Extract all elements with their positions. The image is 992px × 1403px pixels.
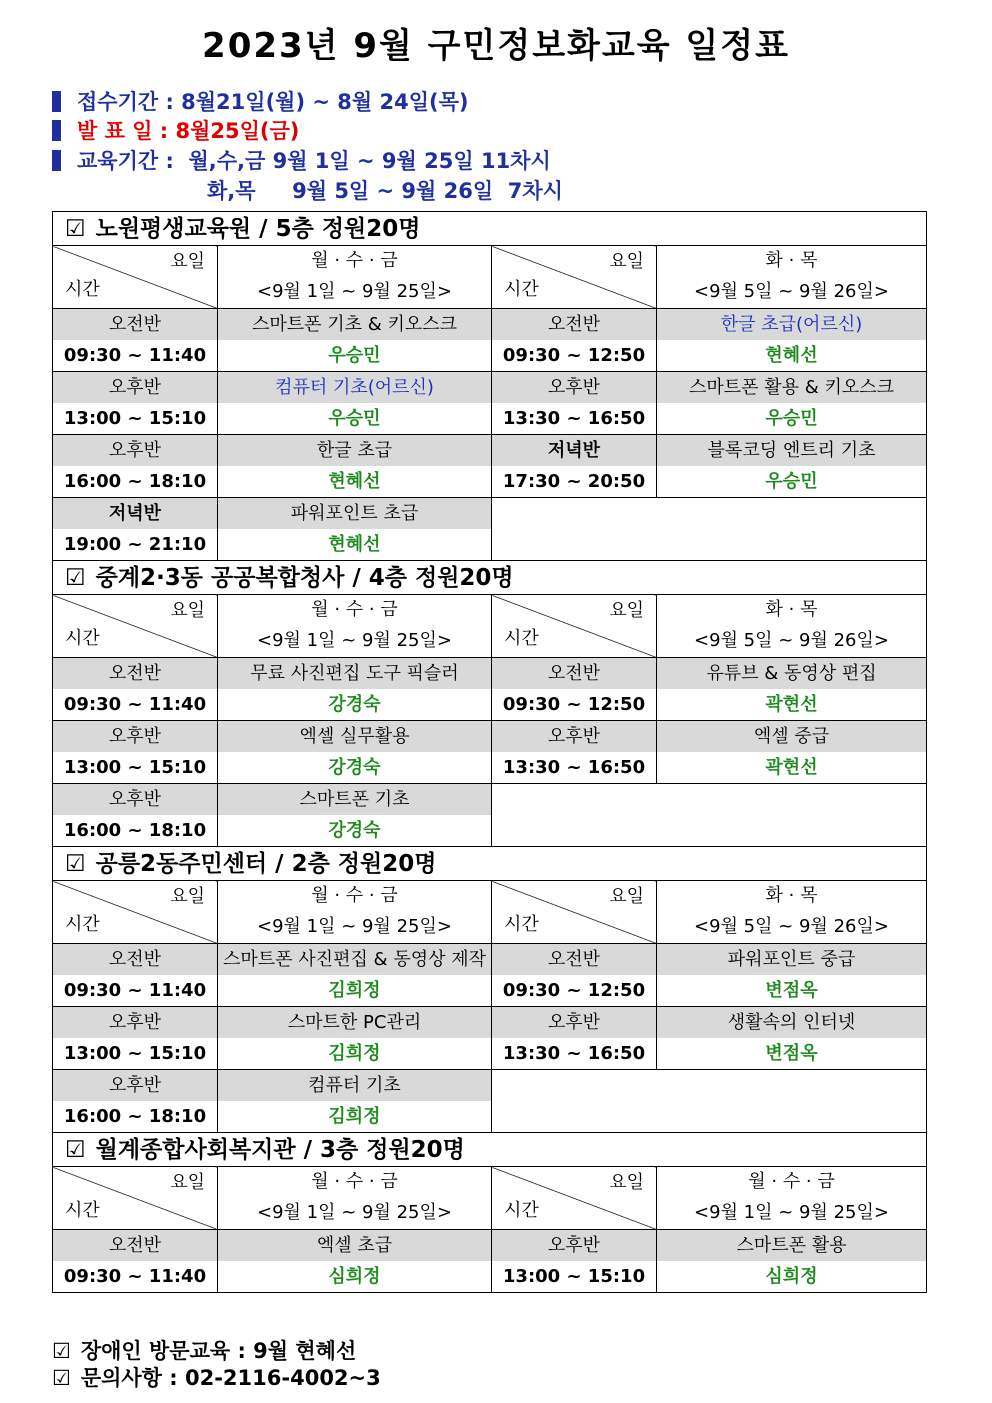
session-label: 오후반 bbox=[53, 721, 218, 753]
time-range: 09:30 ~ 11:40 bbox=[53, 689, 218, 721]
bullet-bar bbox=[52, 150, 61, 171]
session-label: 저녁반 bbox=[53, 498, 218, 530]
instructor-name: 변점옥 bbox=[657, 975, 927, 1007]
time-label: 시간 bbox=[65, 1200, 100, 1221]
course-name: 엑셀 중급 bbox=[657, 721, 927, 753]
course-name: 무료 사진편집 도구 픽슬러 bbox=[218, 658, 492, 690]
instructor-name: 김희정 bbox=[218, 1038, 492, 1070]
time-range: 13:00 ~ 15:10 bbox=[53, 752, 218, 784]
day-header: 월 · 수 · 금 bbox=[218, 1167, 492, 1197]
time-range: 16:00 ~ 18:10 bbox=[53, 1101, 218, 1133]
schedule-table bbox=[52, 211, 927, 1293]
instructor-name: 심희정 bbox=[657, 1261, 927, 1293]
day-header: 월 · 수 · 금 bbox=[218, 246, 492, 276]
bullet-bar bbox=[52, 120, 61, 141]
section-title: 월계종합사회복지관 / 3층 정원20명 bbox=[95, 1136, 465, 1163]
section-title: 노원평생교육원 / 5층 정원20명 bbox=[95, 215, 421, 242]
course-name: 스마트폰 활용 & 키오스크 bbox=[657, 372, 927, 404]
day-header: 화 · 목 bbox=[657, 881, 927, 911]
session-label: 오후반 bbox=[492, 372, 657, 404]
announce-date: 발 표 일 : 8월25일(금) bbox=[52, 115, 299, 145]
date-range-header: <9월 1일 ~ 9월 25일> bbox=[218, 625, 492, 658]
instructor-name: 곽현선 bbox=[657, 689, 927, 721]
bullet-bar bbox=[52, 91, 61, 112]
section-header bbox=[53, 212, 927, 246]
day-time-corner-cell bbox=[53, 881, 218, 944]
time-label: 시간 bbox=[504, 279, 539, 300]
section-title: 중계2·3동 공공복합청사 / 4층 정원20명 bbox=[95, 564, 514, 591]
course-name: 블록코딩 엔트리 기초 bbox=[657, 435, 927, 467]
checkbox-icon: ☑ bbox=[65, 564, 86, 591]
time-range: 13:00 ~ 15:10 bbox=[53, 1038, 218, 1070]
section-title: 공릉2동주민센터 / 2층 정원20명 bbox=[95, 850, 437, 877]
date-range-header: <9월 5일 ~ 9월 26일> bbox=[657, 276, 927, 309]
date-range-header: <9월 1일 ~ 9월 25일> bbox=[218, 1197, 492, 1230]
instructor-name: 김희정 bbox=[218, 975, 492, 1007]
course-name: 유튜브 & 동영상 편집 bbox=[657, 658, 927, 690]
time-range: 13:30 ~ 16:50 bbox=[492, 1038, 657, 1070]
session-label: 오후반 bbox=[492, 1007, 657, 1039]
session-label: 오전반 bbox=[492, 658, 657, 690]
time-range: 09:30 ~ 11:40 bbox=[53, 1261, 218, 1293]
session-label: 저녁반 bbox=[492, 435, 657, 467]
instructor-name: 변점옥 bbox=[657, 1038, 927, 1070]
day-header: 월 · 수 · 금 bbox=[218, 595, 492, 625]
day-time-corner-cell bbox=[53, 1167, 218, 1230]
session-label: 오전반 bbox=[53, 309, 218, 341]
time-range: 13:00 ~ 15:10 bbox=[53, 403, 218, 435]
session-label: 오후반 bbox=[53, 372, 218, 404]
time-range: 09:30 ~ 12:50 bbox=[492, 340, 657, 372]
reception-period: 접수기간 : 8월21일(월) ~ 8월 24일(목) bbox=[52, 86, 468, 116]
education-period: 교육기간 : 월,수,금 9월 1일 ~ 9월 25일 11차시 bbox=[52, 145, 551, 175]
course-name: 스마트폰 활용 bbox=[657, 1230, 927, 1262]
course-name: 컴퓨터 기초(어르신) bbox=[218, 372, 492, 404]
session-label: 오전반 bbox=[53, 658, 218, 690]
course-name: 파워포인트 중급 bbox=[657, 944, 927, 976]
day-time-corner-cell bbox=[53, 246, 218, 309]
section-header bbox=[53, 1133, 927, 1167]
day-label: 요일 bbox=[170, 251, 205, 272]
empty-cell bbox=[492, 784, 927, 847]
day-header: 화 · 목 bbox=[657, 246, 927, 276]
course-name: 엑셀 실무활용 bbox=[218, 721, 492, 753]
footer-visit-education: ☑ 장애인 방문교육 : 9월 현혜선 bbox=[52, 1339, 357, 1363]
day-label: 요일 bbox=[170, 1172, 205, 1193]
time-label: 시간 bbox=[504, 914, 539, 935]
time-range: 16:00 ~ 18:10 bbox=[53, 815, 218, 847]
time-label: 시간 bbox=[65, 628, 100, 649]
time-range: 09:30 ~ 11:40 bbox=[53, 340, 218, 372]
checkbox-icon: ☑ bbox=[52, 1339, 71, 1363]
checkbox-icon: ☑ bbox=[65, 850, 86, 877]
session-label: 오후반 bbox=[53, 1070, 218, 1102]
date-range-header: <9월 1일 ~ 9월 25일> bbox=[657, 1197, 927, 1230]
page-title: 2023년 9월 구민정보화교육 일정표 bbox=[202, 26, 790, 66]
time-label: 시간 bbox=[504, 1200, 539, 1221]
day-label: 요일 bbox=[170, 886, 205, 907]
course-name: 스마트폰 기초 bbox=[218, 784, 492, 816]
date-range-header: <9월 5일 ~ 9월 26일> bbox=[657, 625, 927, 658]
instructor-name: 현혜선 bbox=[218, 466, 492, 498]
session-label: 오후반 bbox=[492, 721, 657, 753]
instructor-name: 우승민 bbox=[218, 340, 492, 372]
day-header: 월 · 수 · 금 bbox=[657, 1167, 927, 1197]
course-name: 스마트폰 기초 & 키오스크 bbox=[218, 309, 492, 341]
time-label: 시간 bbox=[65, 914, 100, 935]
day-label: 요일 bbox=[170, 600, 205, 621]
day-label: 요일 bbox=[609, 1172, 644, 1193]
time-range: 13:00 ~ 15:10 bbox=[492, 1261, 657, 1293]
time-range: 17:30 ~ 20:50 bbox=[492, 466, 657, 498]
session-label: 오후반 bbox=[53, 1007, 218, 1039]
day-time-corner-cell bbox=[492, 881, 657, 944]
time-range: 13:30 ~ 16:50 bbox=[492, 752, 657, 784]
course-name: 생활속의 인터넷 bbox=[657, 1007, 927, 1039]
date-range-header: <9월 1일 ~ 9월 25일> bbox=[218, 276, 492, 309]
day-time-corner-cell bbox=[492, 595, 657, 658]
instructor-name: 우승민 bbox=[657, 466, 927, 498]
day-header: 화 · 목 bbox=[657, 595, 927, 625]
empty-cell bbox=[492, 1070, 927, 1133]
section-header bbox=[53, 561, 927, 595]
course-name: 스마트폰 사진편집 & 동영상 제작 bbox=[218, 944, 492, 976]
instructor-name: 김희정 bbox=[218, 1101, 492, 1133]
session-label: 오후반 bbox=[492, 1230, 657, 1262]
time-range: 09:30 ~ 12:50 bbox=[492, 689, 657, 721]
time-range: 09:30 ~ 11:40 bbox=[53, 975, 218, 1007]
section-header bbox=[53, 847, 927, 881]
session-label: 오전반 bbox=[492, 309, 657, 341]
session-label: 오후반 bbox=[53, 435, 218, 467]
day-label: 요일 bbox=[609, 600, 644, 621]
checkbox-icon: ☑ bbox=[65, 1136, 86, 1163]
time-label: 시간 bbox=[504, 628, 539, 649]
instructor-name: 강경숙 bbox=[218, 689, 492, 721]
day-label: 요일 bbox=[609, 886, 644, 907]
session-label: 오전반 bbox=[492, 944, 657, 976]
course-name: 컴퓨터 기초 bbox=[218, 1070, 492, 1102]
day-header: 월 · 수 · 금 bbox=[218, 881, 492, 911]
course-name: 한글 초급(어르신) bbox=[657, 309, 927, 341]
course-name: 엑셀 초급 bbox=[218, 1230, 492, 1262]
time-range: 19:00 ~ 21:10 bbox=[53, 529, 218, 561]
empty-cell bbox=[492, 498, 927, 561]
time-range: 09:30 ~ 12:50 bbox=[492, 975, 657, 1007]
time-range: 13:30 ~ 16:50 bbox=[492, 403, 657, 435]
instructor-name: 현혜선 bbox=[657, 340, 927, 372]
session-label: 오전반 bbox=[53, 944, 218, 976]
education-period-2: 화,목 9월 5일 ~ 9월 26일 7차시 bbox=[207, 179, 563, 203]
course-name: 파워포인트 초급 bbox=[218, 498, 492, 530]
time-label: 시간 bbox=[65, 279, 100, 300]
footer-contact: ☑ 문의사항 : 02-2116-4002~3 bbox=[52, 1366, 381, 1390]
day-label: 요일 bbox=[609, 251, 644, 272]
instructor-name: 강경숙 bbox=[218, 752, 492, 784]
session-label: 오후반 bbox=[53, 784, 218, 816]
date-range-header: <9월 5일 ~ 9월 26일> bbox=[657, 911, 927, 944]
time-range: 16:00 ~ 18:10 bbox=[53, 466, 218, 498]
day-time-corner-cell bbox=[53, 595, 218, 658]
instructor-name: 우승민 bbox=[218, 403, 492, 435]
instructor-name: 현혜선 bbox=[218, 529, 492, 561]
date-range-header: <9월 1일 ~ 9월 25일> bbox=[218, 911, 492, 944]
instructor-name: 심희정 bbox=[218, 1261, 492, 1293]
instructor-name: 우승민 bbox=[657, 403, 927, 435]
day-time-corner-cell bbox=[492, 1167, 657, 1230]
course-name: 한글 초급 bbox=[218, 435, 492, 467]
instructor-name: 강경숙 bbox=[218, 815, 492, 847]
session-label: 오전반 bbox=[53, 1230, 218, 1262]
checkbox-icon: ☑ bbox=[65, 215, 86, 242]
course-name: 스마트한 PC관리 bbox=[218, 1007, 492, 1039]
instructor-name: 곽현선 bbox=[657, 752, 927, 784]
checkbox-icon: ☑ bbox=[52, 1366, 71, 1390]
day-time-corner-cell bbox=[492, 246, 657, 309]
